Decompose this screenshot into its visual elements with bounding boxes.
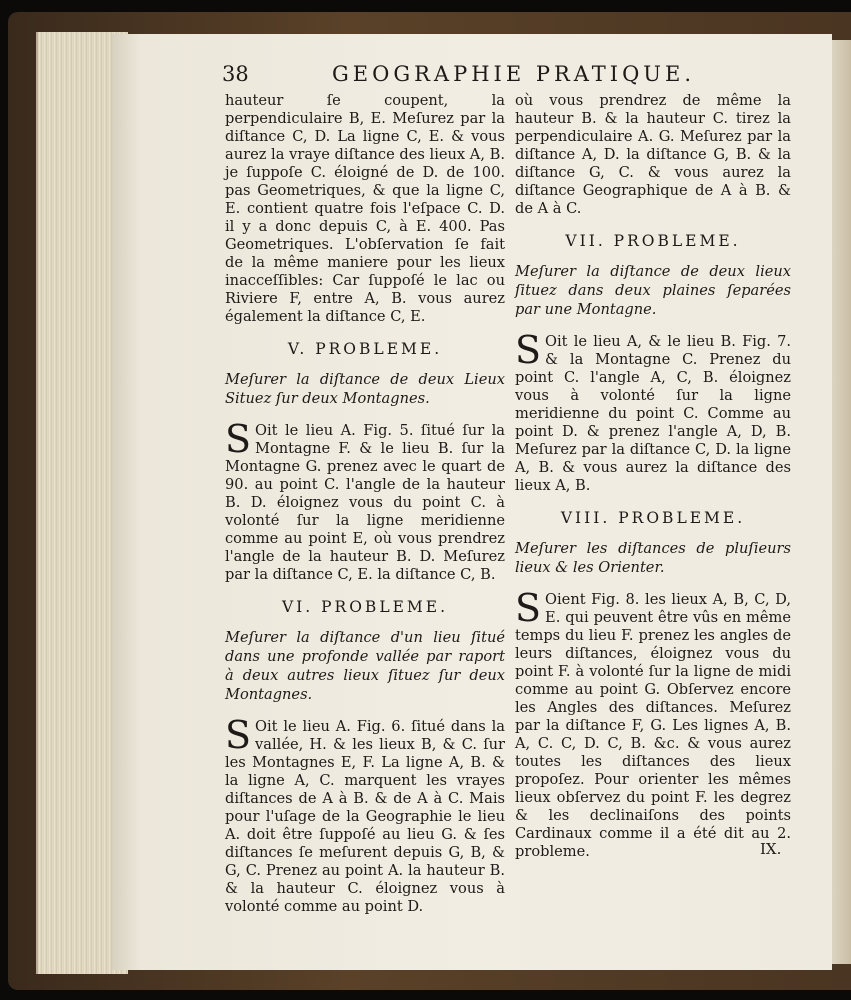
problem-subtitle: Meſurer la diſtance de deux Lieux Situez ſur deux Montagnes. <box>225 371 505 407</box>
drop-cap: S <box>515 328 542 372</box>
problem-subtitle: Meſurer les diſtances de pluſieurs lieux & les Orienter. <box>515 540 791 576</box>
book-page <box>112 34 832 970</box>
problem-body: Oit le lieu A. Fig. 5. ſitué ſur la Montagne F. & le lieu B. ſur la Montagne G. prenez avec le quart de 90. au point C. l'angle de la hauteur B. D. éloignez vous du point C. à volonté ſur la ligne meridienne comme au point E, où vous prendrez l'angle de la hauteur B. D. Meſurez par la diſtance C, E. la diſtance C, B. <box>225 422 505 583</box>
facing-page-edge <box>832 40 851 964</box>
problem-heading: VII. PROBLEME. <box>565 232 741 250</box>
page-number: 38 <box>222 62 249 86</box>
problem-subtitle: Meſurer la diſtance d'un lieu ſitué dans une profonde vallée par raport à deux autres lieux ſituez ſur deux Montagnes. <box>225 629 505 703</box>
problem-text <box>515 328 791 495</box>
problem-body: Oit le lieu A, & le lieu B. Fig. 7. & la Montagne C. Prenez du point C. l'angle A, C, B. éloignez vous à volonté ſur la ligne meridienne du point C. Comme au point D. & prenez l'angle A, D, B. Meſurez par la diſtance C, D. la ligne A, B. & vous aurez la diſtance des lieux A, B. <box>515 333 791 494</box>
drop-cap: S <box>225 713 252 757</box>
running-title: GEOGRAPHIE PRATIQUE. <box>332 62 695 86</box>
problem-body: Oit le lieu A. Fig. 6. ſitué dans la vallée, H. & les lieux B, & C. ſur les Montagnes E, F. La ligne A, B. & la ligne A, C. marquent les vrayes diſtances de A à B. & de A à C. Mais pour l'uſage de la Geographie le lieu A. doit être ſuppoſé au lieu G. & ſes diſtances ſe meſurent depuis G, B, & G, C. Prenez au point A. la hauteur B. & la hauteur C. éloignez vous à volonté comme au point D. <box>225 718 505 915</box>
continuation-text: où vous prendrez de même la hauteur B. & la hauteur C. tirez la perpendiculaire A. G. Meſurez par la diſtance A, D. la diſtance G, B. & la diſtance G, C. & vous aurez la diſtance Geographique de A à B. & de A à C. <box>515 92 791 217</box>
problem-heading: VI. PROBLEME. <box>281 598 449 616</box>
problem-text <box>515 586 791 861</box>
catchword: IX. <box>760 840 782 858</box>
problem-heading: V. PROBLEME. <box>287 340 443 358</box>
problem-text <box>225 713 505 916</box>
drop-cap: S <box>515 586 542 630</box>
problem-body: Oient Fig. 8. les lieux A, B, C, D, E. qui peuvent être vûs en même temps du lieu F. prenez les angles de leurs diſtances, éloignez vous du point F. à volonté ſur la ligne de midi comme au point G. Obſervez encore les Angles des diſtances. Meſurez par la diſtance F, G. Les lignes A, B. A, C. C, D. C, B. &c. & vous aurez toutes les diſtances des lieux propoſez. Pour orienter les mêmes lieux obſervez du point F. les degrez & les declinaiſons des points Cardinaux comme il a été dit au 2. probleme. <box>515 591 791 860</box>
problem-heading: VIII. PROBLEME. <box>560 509 746 527</box>
problem-subtitle: Meſurer la diſtance de deux lieux ſituez dans deux plaines ſeparées par une Montagne. <box>515 263 791 318</box>
left-column <box>225 92 505 930</box>
drop-cap: S <box>225 417 252 461</box>
problem-text <box>225 417 505 584</box>
right-column <box>515 92 791 875</box>
page-header <box>222 62 802 96</box>
continuation-text: hauteur ſe coupent, la perpendiculaire B, E. Meſurez par la diſtance C, D. La ligne C, E. & vous aurez la vraye diſtance des lieux A, B. je ſuppoſe C. éloigné de D. de 100. pas Geometriques, & que la ligne C, E. contient quatre fois l'eſpace C. D. il y a donc depuis C, à E. 400. Pas Geometriques. L'obſervation ſe fait de la même maniere pour les lieux inacceſſibles: Car ſuppoſé le lac ou Riviere F, entre A, B. vous aurez également la diſtance C, E. <box>225 92 505 325</box>
